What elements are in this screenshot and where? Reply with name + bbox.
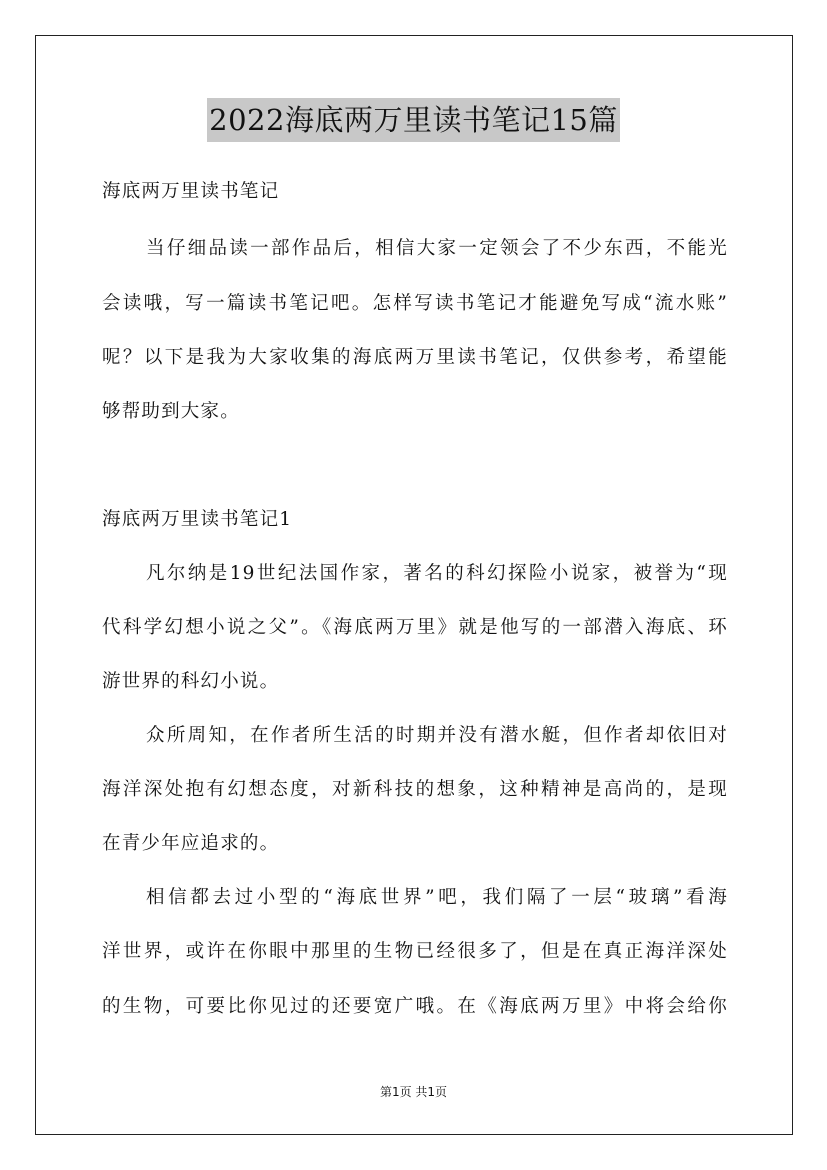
paragraph-line: 的生物，可要比你见过的还要宽广哦。在《海底两万里》中将会给你 [102, 996, 728, 1017]
page-footer: 第1页 共1页 [379, 1085, 448, 1099]
paragraph-line: 游世界的科幻小说。 [102, 671, 280, 692]
paragraph-line: 在青少年应追求的。 [102, 833, 280, 854]
paragraph-line: 众所周知，在作者所生活的时期并没有潜水艇，但作者却依旧对 [146, 725, 728, 746]
paragraph-line: 呢？以下是我为大家收集的海底两万里读书笔记，仅供参考，希望能 [102, 347, 728, 368]
title-container [0, 98, 827, 142]
paragraph-line: 洋世界，或许在你眼中那里的生物已经很多了，但是在真正海洋深处 [102, 941, 728, 962]
section-heading: 海底两万里读书笔记 [102, 181, 280, 202]
paragraph-line: 海洋深处抱有幻想态度，对新科技的想象，这种精神是高尚的，是现 [102, 779, 728, 800]
paragraph-line: 相信都去过小型的“海底世界”吧，我们隔了一层“玻璃”看海 [146, 887, 728, 908]
paragraph-line: 代科学幻想小说之父”。《海底两万里》就是他写的一部潜入海底、环 [102, 617, 728, 638]
paragraph-line: 当仔细品读一部作品后，相信大家一定领会了不少东西，不能光 [146, 238, 728, 259]
paragraph-line: 会读哦，写一篇读书笔记吧。怎样写读书笔记才能避免写成“流水账” [102, 293, 728, 314]
paragraph-line: 凡尔纳是19世纪法国作家，著名的科幻探险小说家，被誉为“现 [146, 563, 728, 584]
paragraph-line: 够帮助到大家。 [102, 401, 240, 422]
document-title: 2022海底两万里读书笔记15篇 [207, 98, 620, 142]
section-heading: 海底两万里读书笔记1 [102, 509, 293, 530]
